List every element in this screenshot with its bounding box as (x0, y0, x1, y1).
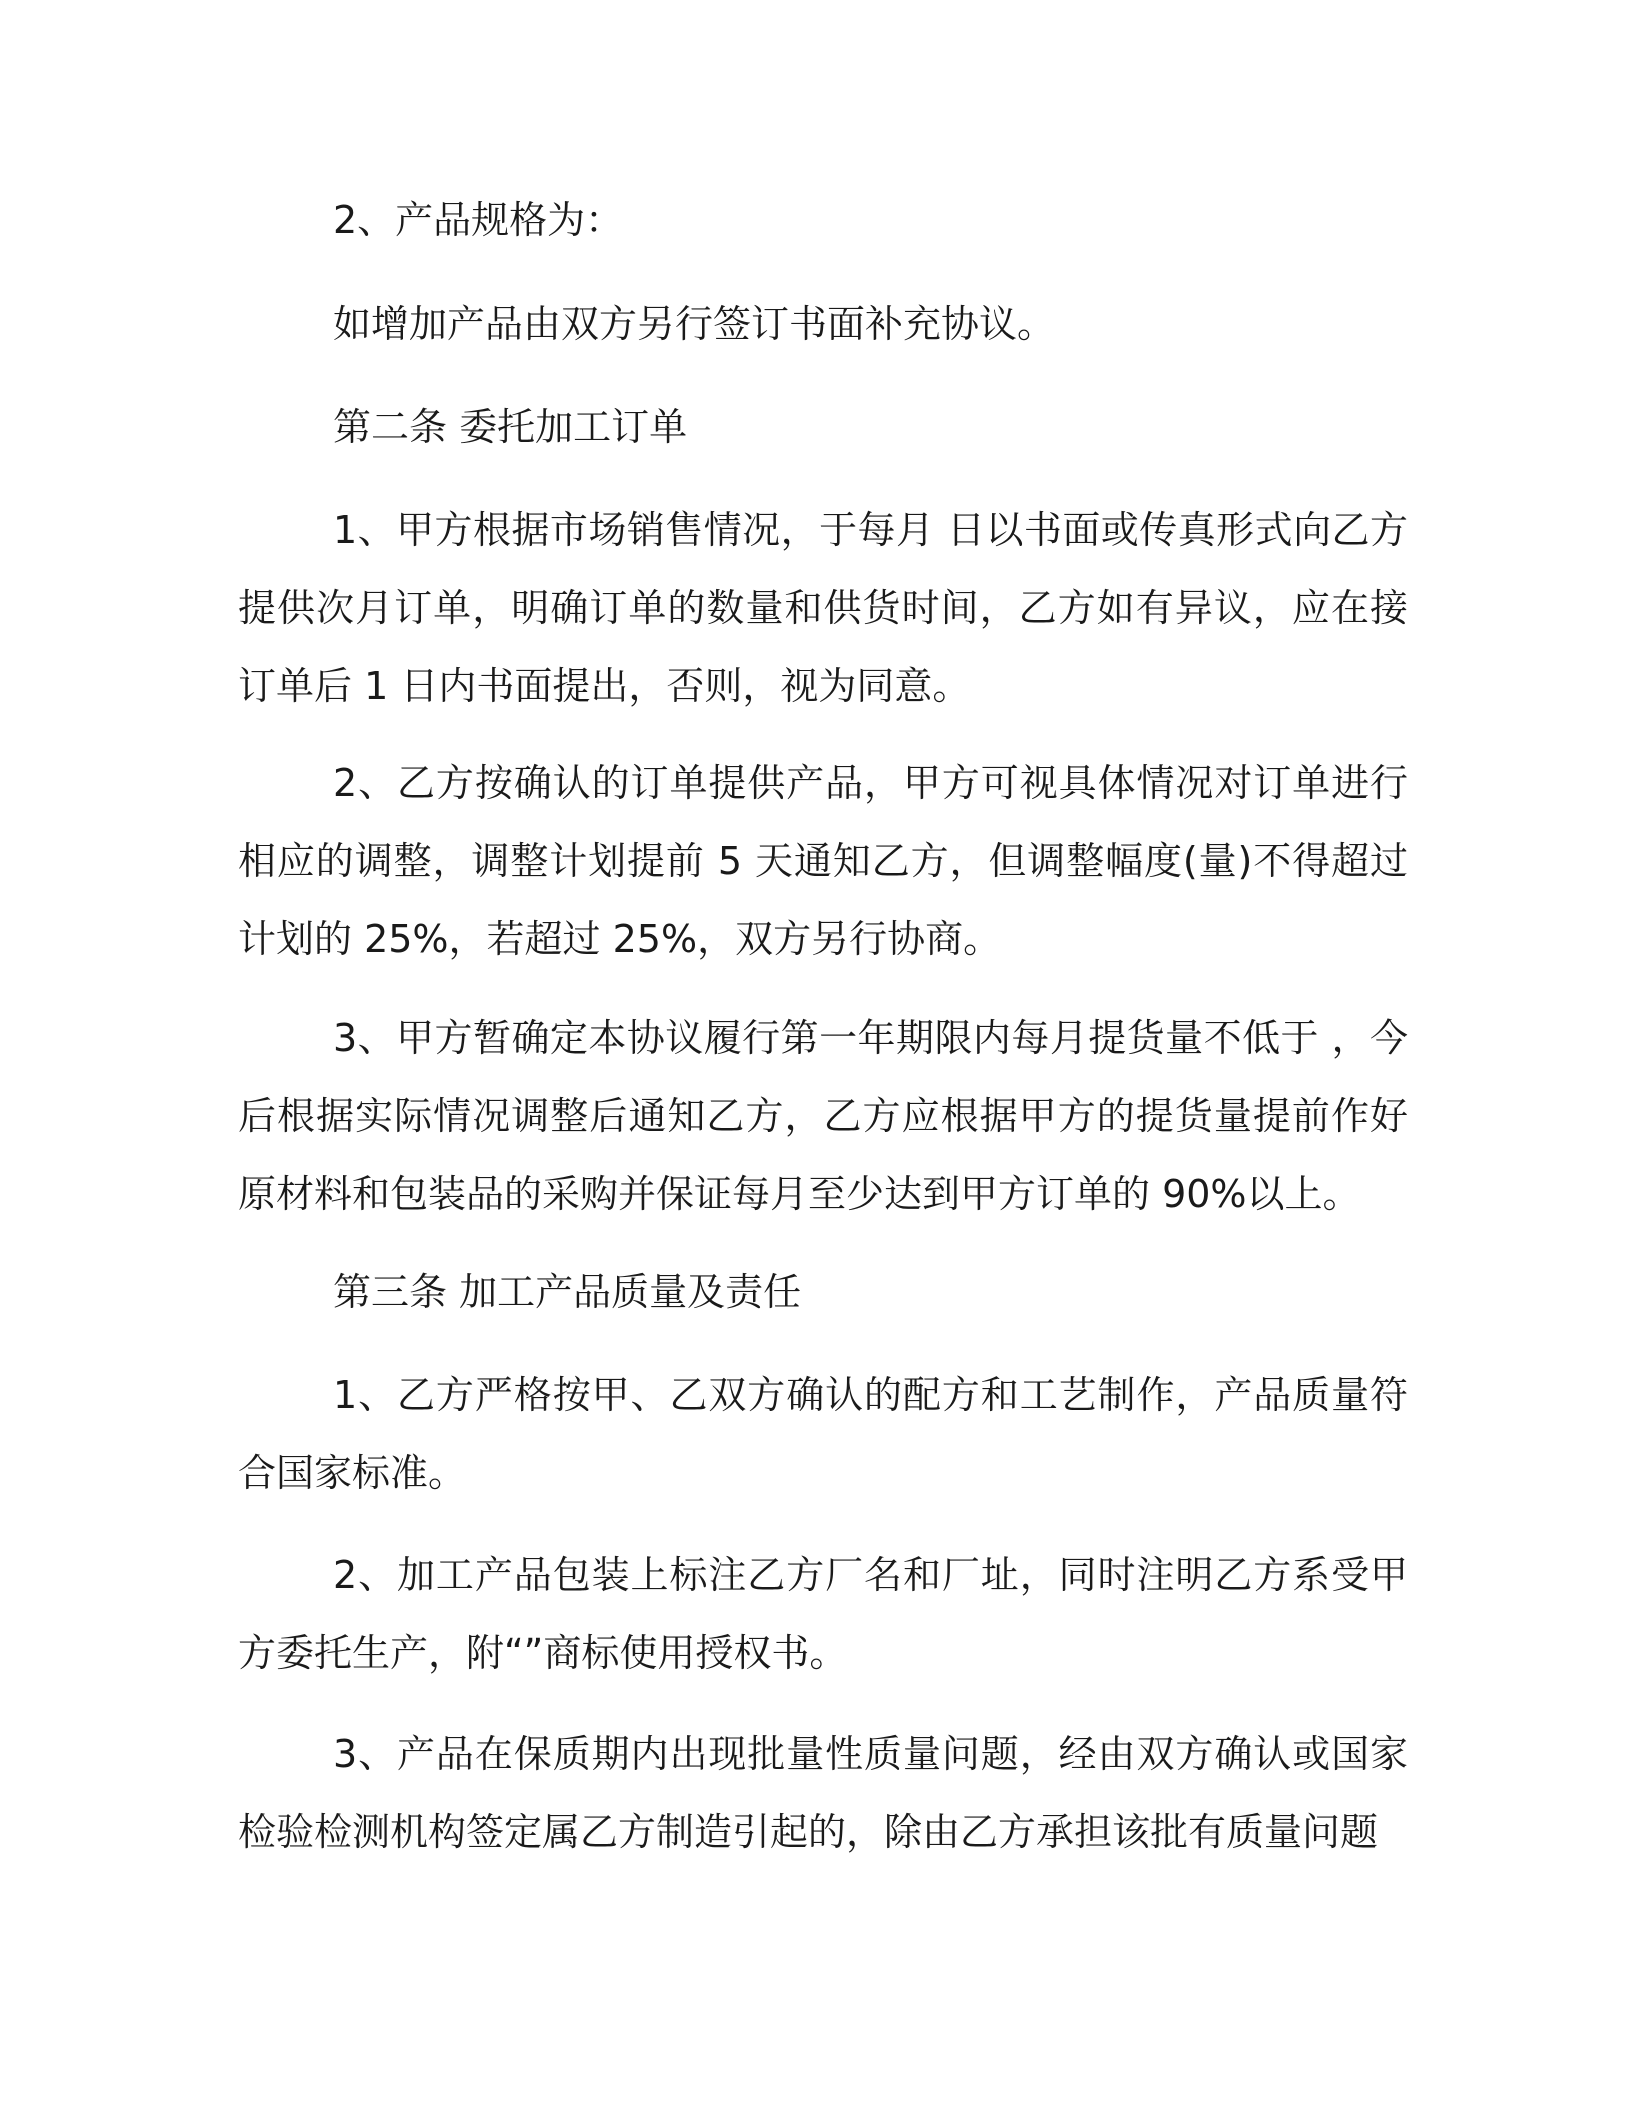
article-2-heading: 第二条 委托加工订单 (333, 405, 688, 449)
paragraph-article-3-clause-1: 1、乙方严格按甲、乙双方确认的配方和工艺制作，产品质量符合国家标准。 (238, 1373, 1408, 1495)
paragraph-article-3-clause-3: 3、产品在保质期内出现批量性质量问题，经由双方确认或国家检验检测机构签定属乙方制造引起的，除由乙方承担该批有质量问题 (238, 1732, 1408, 1854)
paragraph-article-2-clause-1: 1、甲方根据市场销售情况，于每月 日以书面或传真形式向乙方提供次月订单，明确订单的数量和供货时间，乙方如有异议，应在接订单后 1 日内书面提出，否则，视为同意。 (238, 508, 1408, 708)
paragraph-article-3-clause-2: 2、加工产品包装上标注乙方厂名和厂址，同时注明乙方系受甲方委托生产，附“”商标使用授权书。 (238, 1553, 1408, 1675)
article-3-heading: 第三条 加工产品质量及责任 (333, 1270, 802, 1314)
paragraph-additional-products: 如增加产品由双方另行签订书面补充协议。 (333, 302, 1056, 346)
paragraph-article-2-clause-3: 3、甲方暂确定本协议履行第一年期限内每月提货量不低于 ，今后根据实际情况调整后通知乙方，乙方应根据甲方的提货量提前作好原材料和包装品的采购并保证每月至少达到甲方订单的 90%以上。 (238, 1016, 1408, 1216)
paragraph-product-spec: 2、产品规格为： (333, 198, 624, 242)
paragraph-article-2-clause-2: 2、乙方按确认的订单提供产品，甲方可视具体情况对订单进行相应的调整，调整计划提前 5 天通知乙方，但调整幅度(量)不得超过计划的 25%，若超过 25%，双方另行协商。 (238, 761, 1408, 961)
